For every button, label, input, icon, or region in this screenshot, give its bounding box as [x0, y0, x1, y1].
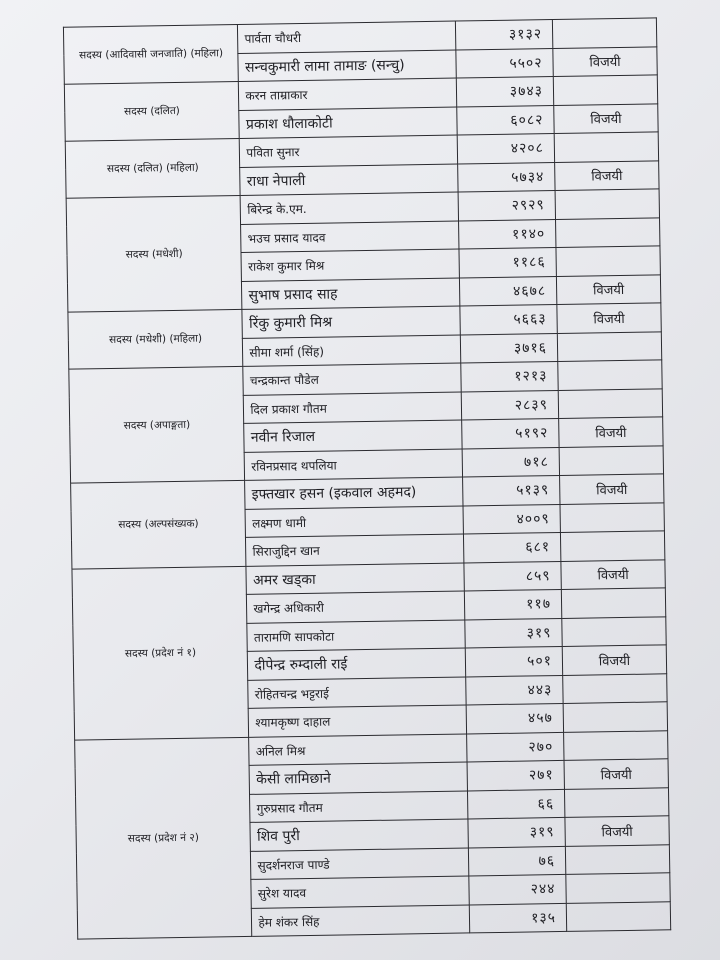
candidate-name-cell: सीमा शर्मा (सिंह) — [243, 335, 461, 367]
result-cell: विजयी — [557, 303, 661, 333]
vote-count-cell: ३१९ — [465, 618, 562, 648]
result-cell — [552, 18, 656, 48]
result-cell — [556, 246, 660, 276]
results-sheet — [63, 17, 671, 931]
vote-count-cell: २४४ — [469, 874, 566, 904]
candidate-name-cell: केसी लामिछाने — [249, 762, 467, 794]
candidate-name-cell: सुदर्शनराज पाण्डे — [251, 847, 469, 879]
result-cell: विजयी — [556, 274, 660, 304]
vote-count-cell: ७१८ — [462, 447, 559, 477]
vote-count-cell: ४६७८ — [460, 276, 557, 306]
result-cell: विजयी — [554, 103, 658, 133]
vote-count-cell: ६०८२ — [457, 105, 554, 135]
candidate-name-cell: रिंकु कुमारी मिश्र — [242, 306, 460, 338]
vote-count-cell: ४४३ — [466, 675, 563, 705]
candidate-name-cell: तारामणि सापकोटा — [247, 619, 465, 651]
result-cell — [553, 75, 657, 105]
result-cell: विजयी — [562, 645, 666, 675]
candidate-name-cell: दिल प्रकाश गौतम — [244, 392, 462, 424]
result-cell: विजयी — [565, 816, 669, 846]
candidate-name-cell: रोहितचन्द्र भट्टराई — [248, 676, 466, 708]
result-cell: विजयी — [561, 559, 665, 589]
vote-count-cell: ११८६ — [459, 248, 556, 278]
vote-count-cell: १२१३ — [461, 361, 558, 391]
vote-count-cell: ५०१ — [465, 646, 562, 676]
result-cell — [566, 873, 670, 903]
vote-count-cell: ७६ — [469, 846, 566, 876]
vote-count-cell: २९२९ — [458, 191, 555, 221]
result-cell — [554, 132, 658, 162]
result-cell — [560, 531, 664, 561]
vote-count-cell: ३७४३ — [456, 77, 553, 107]
result-cell — [563, 702, 667, 732]
candidate-name-cell: दीपेन्द्र रुम्दाली राई — [248, 648, 466, 680]
vote-count-cell: ११४० — [459, 219, 556, 249]
result-cell — [555, 217, 659, 247]
vote-count-cell: ८५९ — [464, 561, 561, 591]
category-cell: सदस्य (दलित) — [64, 81, 239, 141]
candidate-name-cell: बिरेन्द्र के.एम. — [241, 192, 459, 224]
candidate-name-cell: अमर खड्का — [246, 562, 464, 594]
vote-count-cell: ११७ — [465, 589, 562, 619]
election-results-table — [63, 17, 671, 939]
result-cell — [566, 901, 670, 931]
vote-count-cell: ५७३४ — [458, 162, 555, 192]
candidate-name-cell: प्रकाश धौलाकोटी — [239, 107, 457, 139]
vote-count-cell: ४००९ — [463, 504, 560, 534]
candidate-name-cell: भउच प्रसाद यादव — [241, 221, 459, 253]
candidate-name-cell: नवीन रिजाल — [244, 420, 462, 452]
result-cell: विजयी — [559, 417, 663, 447]
vote-count-cell: २७१ — [467, 760, 564, 790]
candidate-name-cell: अनिल मिश्र — [249, 733, 467, 765]
vote-count-cell: ५६६३ — [460, 304, 557, 334]
result-cell: विजयी — [564, 759, 668, 789]
category-cell: सदस्य (मधेशी) (महिला) — [68, 309, 243, 369]
result-cell — [561, 588, 665, 618]
candidate-name-cell: राधा नेपाली — [240, 164, 458, 196]
candidate-name-cell: पविता सुनार — [240, 135, 458, 167]
table-body — [63, 18, 670, 939]
vote-count-cell: २८३९ — [461, 390, 558, 420]
candidate-name-cell: सुरेश यादव — [251, 876, 469, 908]
vote-count-cell: ३१३२ — [456, 20, 553, 50]
candidate-name-cell: गुरुप्रसाद गौतम — [250, 790, 468, 822]
candidate-name-cell: पार्वता चौधरी — [238, 21, 456, 53]
result-cell — [557, 331, 661, 361]
result-cell — [558, 388, 662, 418]
vote-count-cell: ३१९ — [468, 817, 565, 847]
result-cell — [564, 730, 668, 760]
candidate-name-cell: सुभाष प्रसाद साह — [242, 278, 460, 310]
candidate-name-cell: खगेन्द्र अधिकारी — [247, 591, 465, 623]
result-cell — [558, 360, 662, 390]
category-cell: सदस्य (अल्पसंख्यक) — [71, 480, 247, 568]
result-cell — [563, 673, 667, 703]
candidate-name-cell: करन ताम्राकार — [239, 78, 457, 110]
candidate-name-cell: हेम शंकर सिंह — [252, 904, 470, 936]
candidate-name-cell: सिराजुद्दिन खान — [246, 534, 464, 566]
result-cell: विजयी — [555, 160, 659, 190]
category-cell: सदस्य (दलित) (महिला) — [65, 138, 240, 198]
vote-count-cell: ५१९२ — [462, 418, 559, 448]
vote-count-cell: ५१३९ — [463, 475, 560, 505]
category-cell: सदस्य (अपाङ्गता) — [69, 366, 245, 483]
candidate-name-cell: चन्द्रकान्त पौडेल — [243, 363, 461, 395]
result-cell — [564, 787, 668, 817]
candidate-name-cell: इफ्तखार हसन (इकवाल अहमद) — [245, 477, 463, 509]
category-cell: सदस्य (मधेशी) — [66, 195, 242, 312]
result-cell — [562, 616, 666, 646]
result-cell — [560, 502, 664, 532]
vote-count-cell: ४२०८ — [457, 134, 554, 164]
result-cell: विजयी — [553, 46, 657, 76]
candidate-name-cell: राकेश कुमार मिश्र — [241, 249, 459, 281]
vote-count-cell: १३५ — [469, 903, 566, 933]
category-cell: सदस्य (आदिवासी जनजाति) (महिला) — [63, 24, 238, 84]
vote-count-cell: ४५७ — [466, 703, 563, 733]
candidate-name-cell: सन्चकुमारी लामा तामाङ (सन्चु) — [238, 50, 456, 82]
category-cell: सदस्य (प्रदेश नं २) — [75, 737, 253, 939]
result-cell — [555, 189, 659, 219]
result-cell — [565, 844, 669, 874]
vote-count-cell: ३७१६ — [461, 333, 558, 363]
result-cell: विजयी — [560, 474, 664, 504]
vote-count-cell: ६६ — [468, 789, 565, 819]
candidate-name-cell: शिव पुरी — [250, 819, 468, 851]
candidate-name-cell: रविनप्रसाद थपलिया — [245, 449, 463, 481]
vote-count-cell: ६८१ — [464, 532, 561, 562]
candidate-name-cell: लक्ष्मण धामी — [245, 505, 463, 537]
candidate-name-cell: श्यामकृष्ण दाहाल — [249, 705, 467, 737]
vote-count-cell: २७० — [467, 732, 564, 762]
vote-count-cell: ५५०२ — [456, 48, 553, 78]
category-cell: सदस्य (प्रदेश नं १) — [72, 566, 249, 740]
result-cell — [559, 445, 663, 475]
